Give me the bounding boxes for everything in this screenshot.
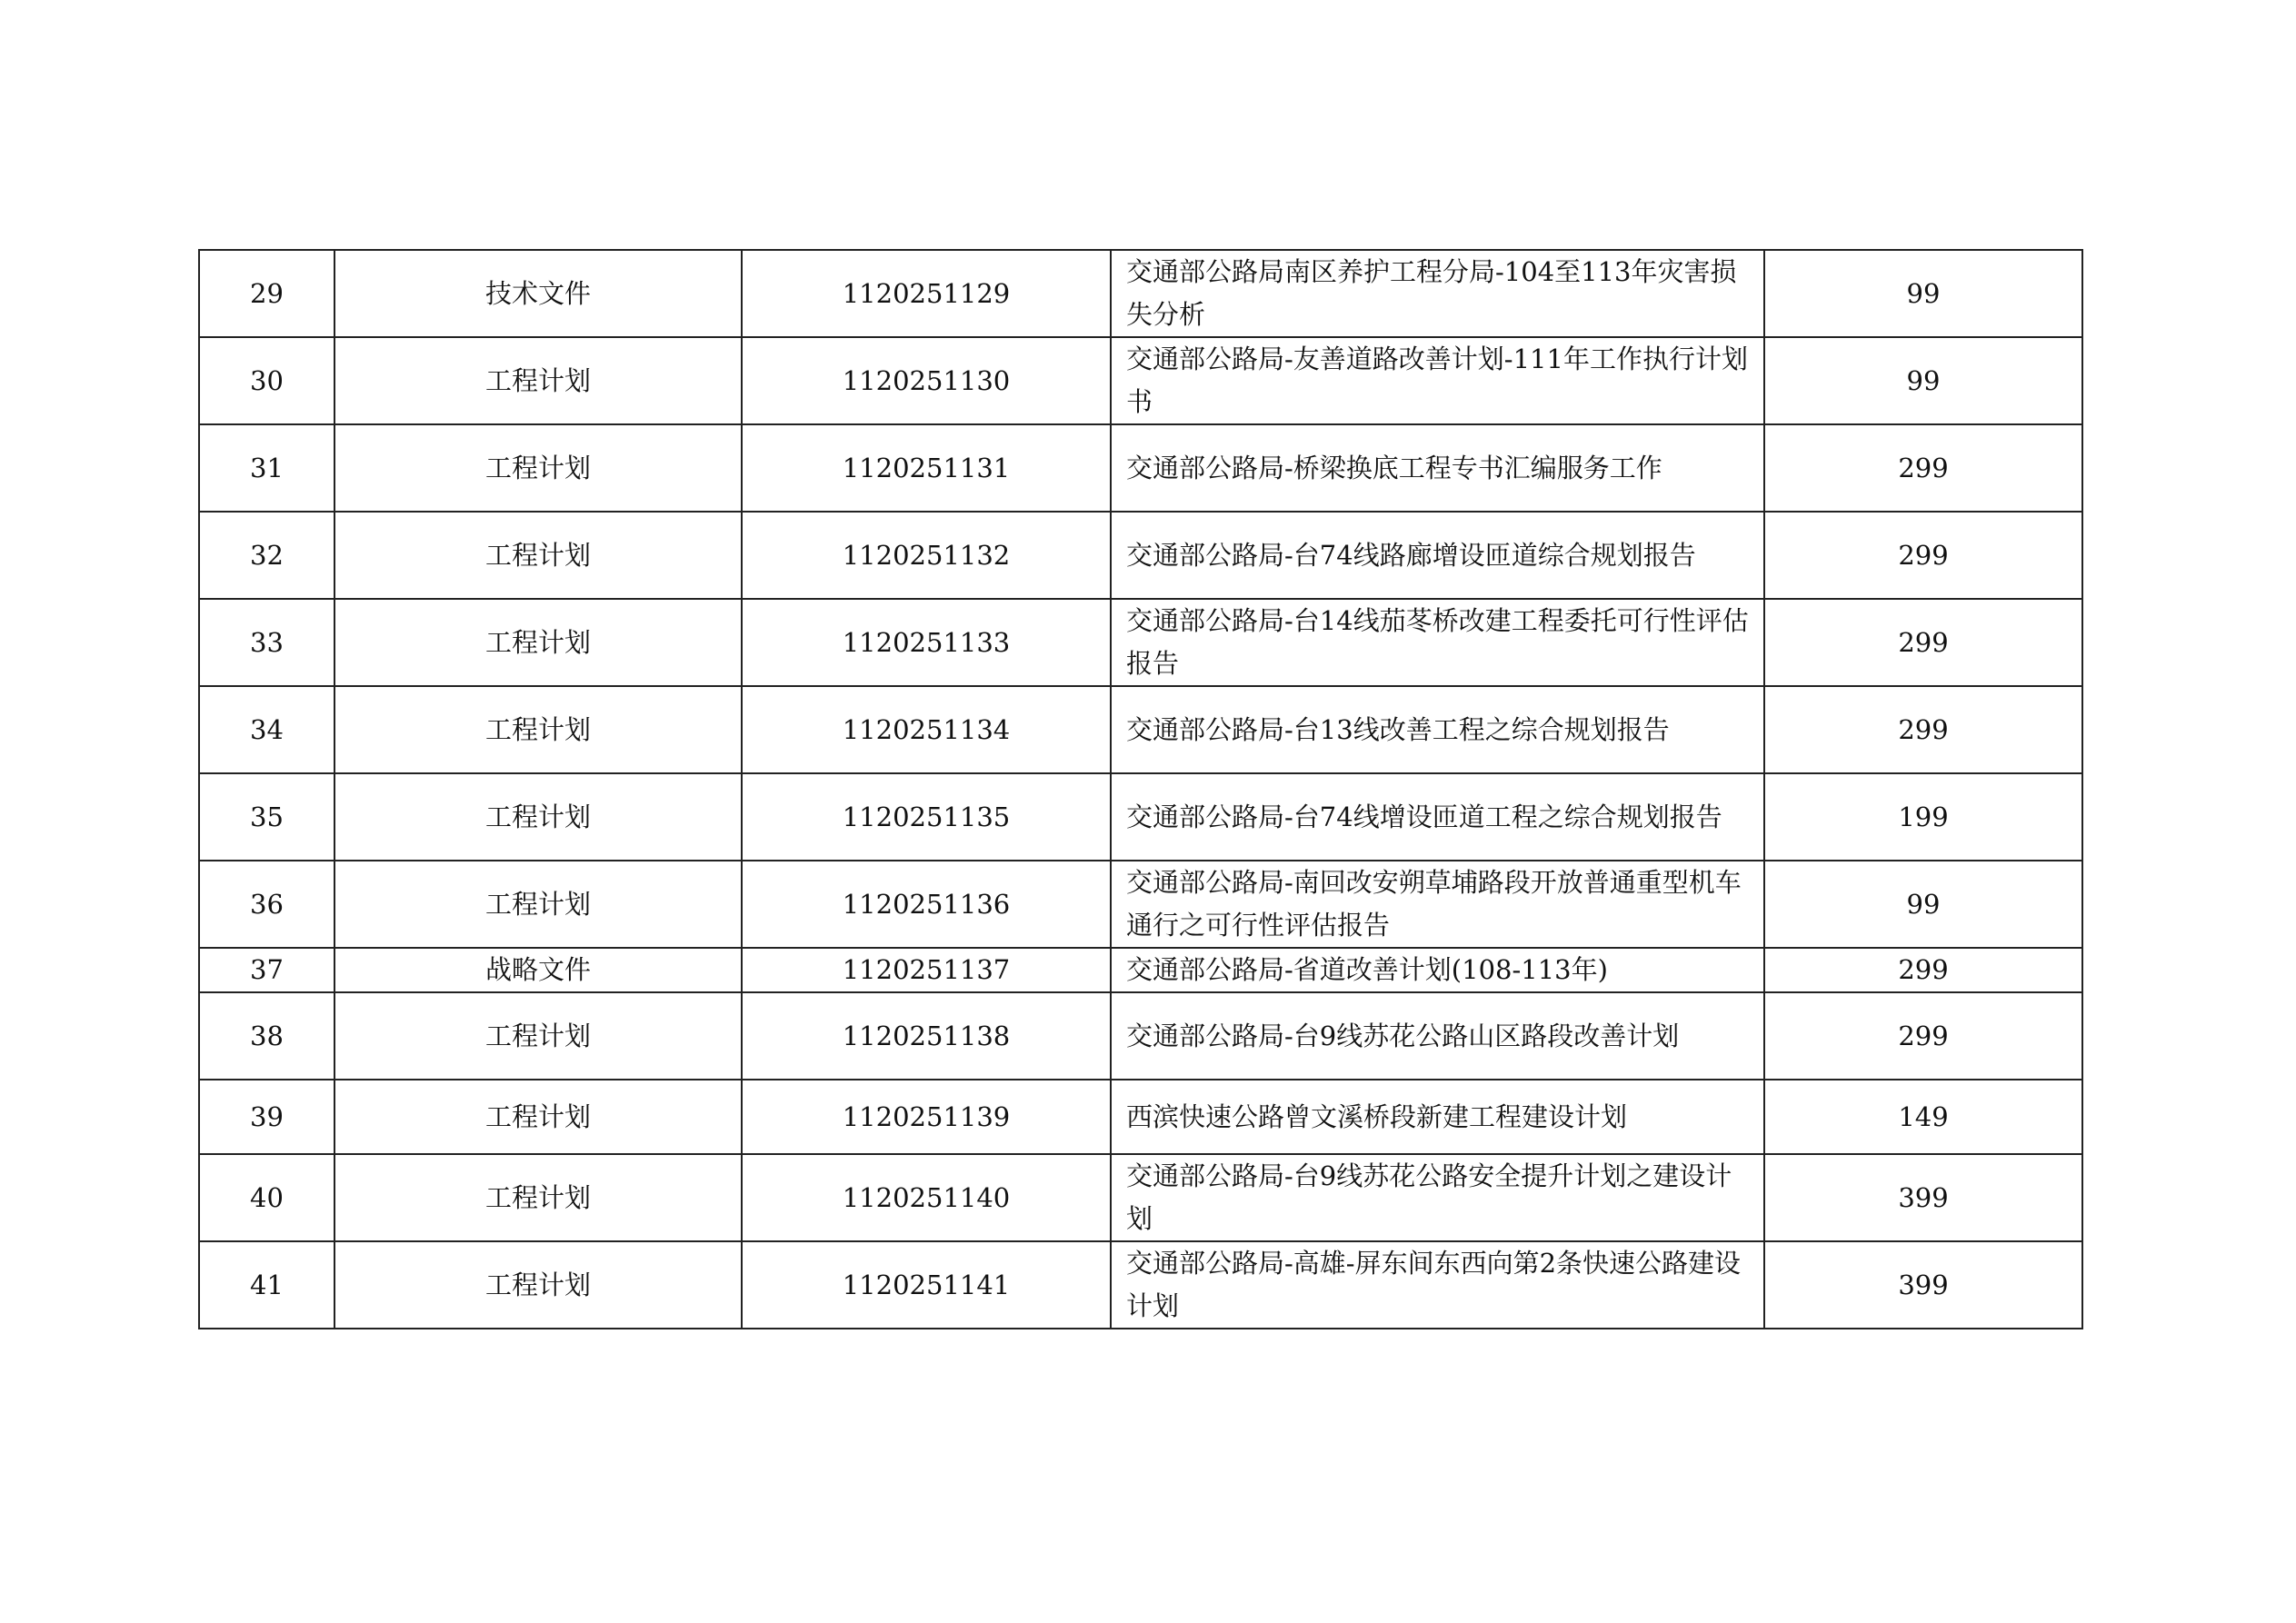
row-category: 工程计划 bbox=[334, 599, 742, 686]
table-row bbox=[199, 992, 2082, 1080]
row-number: 41 bbox=[199, 1241, 334, 1329]
row-price: 299 bbox=[1764, 424, 2082, 512]
row-code: 1120251139 bbox=[742, 1080, 1111, 1154]
row-category: 工程计划 bbox=[334, 337, 742, 424]
row-number: 29 bbox=[199, 250, 334, 337]
row-price: 299 bbox=[1764, 948, 2082, 992]
row-title: 交通部公路局-台14线茄苳桥改建工程委托可行性评估报告 bbox=[1111, 599, 1764, 686]
table-row bbox=[199, 686, 2082, 773]
row-number: 31 bbox=[199, 424, 334, 512]
row-category: 工程计划 bbox=[334, 992, 742, 1080]
row-code: 1120251129 bbox=[742, 250, 1111, 337]
row-code: 1120251136 bbox=[742, 861, 1111, 948]
table-row bbox=[199, 773, 2082, 861]
row-category: 战略文件 bbox=[334, 948, 742, 992]
row-title: 交通部公路局-台9线苏花公路安全提升计划之建设计划 bbox=[1111, 1154, 1764, 1241]
row-code: 1120251131 bbox=[742, 424, 1111, 512]
row-number: 40 bbox=[199, 1154, 334, 1241]
row-code: 1120251133 bbox=[742, 599, 1111, 686]
row-price: 299 bbox=[1764, 599, 2082, 686]
row-title: 交通部公路局-省道改善计划(108-113年) bbox=[1111, 948, 1764, 992]
row-number: 34 bbox=[199, 686, 334, 773]
row-code: 1120251141 bbox=[742, 1241, 1111, 1329]
row-title: 交通部公路局-台13线改善工程之综合规划报告 bbox=[1111, 686, 1764, 773]
row-title: 交通部公路局-南回改安朔草埔路段开放普通重型机车通行之可行性评估报告 bbox=[1111, 861, 1764, 948]
row-number: 39 bbox=[199, 1080, 334, 1154]
row-title: 交通部公路局南区养护工程分局-104至113年灾害损失分析 bbox=[1111, 250, 1764, 337]
row-title: 西滨快速公路曾文溪桥段新建工程建设计划 bbox=[1111, 1080, 1764, 1154]
row-category: 工程计划 bbox=[334, 1154, 742, 1241]
row-price: 399 bbox=[1764, 1154, 2082, 1241]
table-row bbox=[199, 512, 2082, 599]
row-title: 交通部公路局-台74线增设匝道工程之综合规划报告 bbox=[1111, 773, 1764, 861]
row-number: 30 bbox=[199, 337, 334, 424]
row-category: 工程计划 bbox=[334, 512, 742, 599]
row-code: 1120251135 bbox=[742, 773, 1111, 861]
table-row bbox=[199, 948, 2082, 992]
table-row bbox=[199, 250, 2082, 337]
row-number: 35 bbox=[199, 773, 334, 861]
document-table bbox=[198, 249, 2083, 1329]
row-category: 工程计划 bbox=[334, 1080, 742, 1154]
row-price: 299 bbox=[1764, 992, 2082, 1080]
row-price: 199 bbox=[1764, 773, 2082, 861]
row-title: 交通部公路局-台74线路廊增设匝道综合规划报告 bbox=[1111, 512, 1764, 599]
row-category: 技术文件 bbox=[334, 250, 742, 337]
row-price: 299 bbox=[1764, 686, 2082, 773]
table-row bbox=[199, 1080, 2082, 1154]
table-row bbox=[199, 337, 2082, 424]
table-row bbox=[199, 1241, 2082, 1329]
row-title: 交通部公路局-高雄-屏东间东西向第2条快速公路建设计划 bbox=[1111, 1241, 1764, 1329]
row-title: 交通部公路局-台9线苏花公路山区路段改善计划 bbox=[1111, 992, 1764, 1080]
row-code: 1120251137 bbox=[742, 948, 1111, 992]
row-code: 1120251134 bbox=[742, 686, 1111, 773]
row-price: 299 bbox=[1764, 512, 2082, 599]
row-category: 工程计划 bbox=[334, 686, 742, 773]
row-category: 工程计划 bbox=[334, 424, 742, 512]
row-number: 37 bbox=[199, 948, 334, 992]
row-number: 38 bbox=[199, 992, 334, 1080]
row-code: 1120251140 bbox=[742, 1154, 1111, 1241]
row-price: 99 bbox=[1764, 861, 2082, 948]
table-row bbox=[199, 861, 2082, 948]
row-price: 149 bbox=[1764, 1080, 2082, 1154]
table-row bbox=[199, 599, 2082, 686]
row-code: 1120251138 bbox=[742, 992, 1111, 1080]
row-category: 工程计划 bbox=[334, 1241, 742, 1329]
row-code: 1120251132 bbox=[742, 512, 1111, 599]
table-row bbox=[199, 1154, 2082, 1241]
row-code: 1120251130 bbox=[742, 337, 1111, 424]
row-price: 99 bbox=[1764, 250, 2082, 337]
table-row bbox=[199, 424, 2082, 512]
row-title: 交通部公路局-桥梁换底工程专书汇编服务工作 bbox=[1111, 424, 1764, 512]
row-number: 36 bbox=[199, 861, 334, 948]
row-title: 交通部公路局-友善道路改善计划-111年工作执行计划书 bbox=[1111, 337, 1764, 424]
row-number: 32 bbox=[199, 512, 334, 599]
row-price: 399 bbox=[1764, 1241, 2082, 1329]
row-category: 工程计划 bbox=[334, 773, 742, 861]
row-price: 99 bbox=[1764, 337, 2082, 424]
row-number: 33 bbox=[199, 599, 334, 686]
row-category: 工程计划 bbox=[334, 861, 742, 948]
